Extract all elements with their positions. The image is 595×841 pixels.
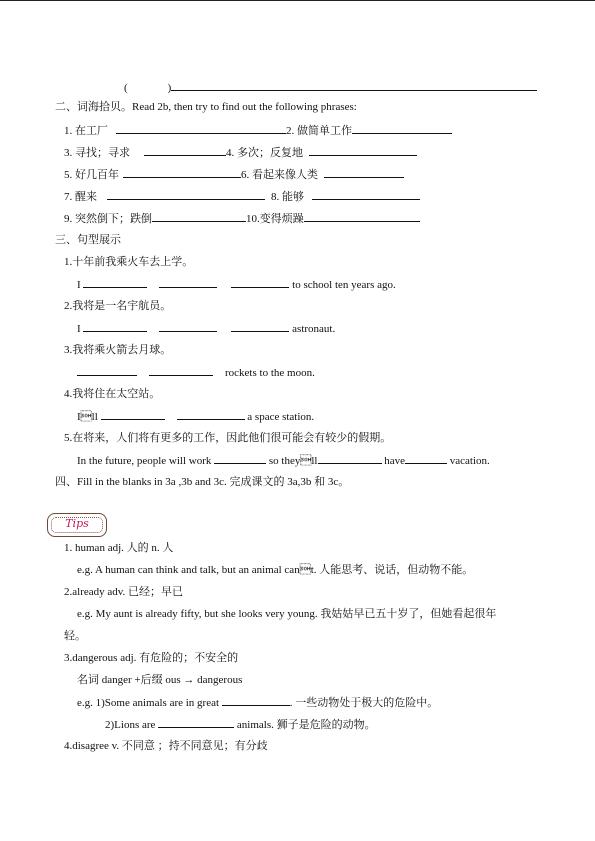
page-top-border: [0, 0, 595, 1]
blank-5[interactable]: [123, 167, 241, 178]
blank-4[interactable]: [309, 145, 417, 156]
tip-3: 3.dangerous adj. 有危险的；不安全的: [64, 652, 239, 664]
sentence-3-en: [77, 365, 315, 380]
t3-eg2-start: 2)Lions are: [105, 719, 156, 731]
s1-end: to school ten years ago.: [292, 279, 396, 291]
s5-part-d: vacation.: [449, 455, 490, 467]
blank-2[interactable]: [352, 123, 452, 134]
paren-close: ): [167, 82, 172, 94]
s1-blank-3[interactable]: [231, 277, 289, 288]
tips-badge-text: Tips: [65, 517, 89, 530]
s2-start: I: [77, 323, 81, 335]
tip-2-example: e.g. My aunt is already fifty, but she looks very young. 我姑姑早已五十岁了，但她看起很年: [77, 608, 497, 620]
t3-eg1-start: e.g. 1)Some animals are in great: [77, 697, 220, 709]
sentence-1-en: [77, 277, 396, 292]
tip-1: 1. human adj. 人的 n. 人: [64, 542, 174, 554]
phrase-row-1: [64, 123, 452, 138]
blank-6[interactable]: [324, 167, 404, 178]
s5-blank-2[interactable]: [318, 453, 382, 464]
s5-blank-3[interactable]: [405, 453, 447, 464]
tip-2-example-cont: 轻。: [64, 630, 86, 642]
sentence-4-en: [77, 409, 314, 424]
s4-blank-2[interactable]: [177, 409, 245, 420]
blank-7[interactable]: [107, 189, 265, 200]
phrase-row-2: [64, 145, 417, 160]
phrase-4: 4. 多次；反复地: [226, 147, 303, 159]
phrase-10: 10.变得烦躁: [246, 213, 304, 225]
phrase-1: 1. 在工厂: [64, 125, 108, 137]
phrase-5: 5. 好几百年: [64, 169, 119, 181]
paren-open: (: [124, 82, 128, 94]
sentence-2-en: [77, 321, 335, 336]
sentence-5-en: [77, 453, 490, 468]
s4-end: a space station.: [247, 411, 315, 423]
s5-blank-1[interactable]: [214, 453, 266, 464]
s3-blank-2[interactable]: [149, 365, 213, 376]
sentence-1-cn: 1.十年前我乘火车去上学。: [64, 256, 194, 268]
s5-part-b: so theyll: [268, 455, 318, 467]
section-3-heading: 三、句型展示: [55, 234, 121, 246]
phrase-6: 6. 看起来像人类: [241, 169, 318, 181]
s2-blank-1[interactable]: [83, 321, 147, 332]
t3-eg2-end: animals. 狮子是危险的动物。: [236, 719, 376, 731]
blank-10[interactable]: [304, 211, 420, 222]
phrase-9: 9. 突然倒下；跌倒: [64, 213, 152, 225]
tip-1-example: e.g. A human can think and talk, but an animal cant. 人能思考、说话，但动物不能。: [77, 564, 474, 576]
section-2-heading: 二、词海拾贝。Read 2b, then try to find out the following phrases:: [55, 101, 357, 113]
tip-3-word-formation: 名词 danger +后缀 ous → dangerous: [77, 674, 243, 686]
s2-blank-3[interactable]: [231, 321, 289, 332]
tip-3-example-2: [105, 717, 376, 732]
section-4-heading: 四、Fill in the blanks in 3a ,3b and 3c. 完成课文的 3a,3b 和 3c。: [55, 476, 350, 488]
phrase-7: 7. 醒来: [64, 191, 97, 203]
tip-2: 2.already adv. 已经；早已: [64, 586, 184, 598]
sentence-2-cn: 2.我将是一名宇航员。: [64, 300, 172, 312]
phrase-row-4: [64, 189, 420, 204]
s2-end: astronaut.: [292, 323, 336, 335]
blank-8[interactable]: [312, 189, 420, 200]
sentence-4-cn: 4.我将住在太空站。: [64, 388, 161, 400]
s4-blank-1[interactable]: [101, 409, 165, 420]
s4-start: Ill: [77, 411, 98, 423]
blank-9[interactable]: [152, 211, 246, 222]
t3-eg1-blank[interactable]: [222, 695, 290, 706]
phrase-row-3: [64, 167, 404, 182]
s5-part-a: In the future, people will work: [77, 455, 212, 467]
sentence-3-cn: 3.我将乘火箭去月球。: [64, 344, 172, 356]
phrase-row-5: [64, 211, 420, 226]
answer-paren-line: [124, 80, 537, 95]
tips-badge: [47, 513, 107, 537]
phrase-8: 8. 能够: [271, 191, 304, 203]
s1-blank-2[interactable]: [159, 277, 217, 288]
t3-eg2-blank[interactable]: [158, 717, 234, 728]
s1-blank-1[interactable]: [83, 277, 147, 288]
tip-4: 4.disagree v. 不同意 ；持不同意见；有分歧: [64, 740, 268, 752]
s1-start: I: [77, 279, 81, 291]
sentence-5-cn: 5.在将来，人们将有更多的工作，因此他们很可能会有较少的假期。: [64, 432, 392, 444]
phrase-2: 2. 做简单工作: [286, 125, 352, 137]
blank-3[interactable]: [144, 145, 226, 156]
s5-part-c: have: [384, 455, 406, 467]
tip-3-example-1: [77, 695, 438, 710]
phrase-3: 3. 寻找；寻求: [64, 147, 130, 159]
blank-1[interactable]: [116, 123, 286, 134]
s3-blank-1[interactable]: [77, 365, 137, 376]
s3-end: rockets to the moon.: [225, 367, 315, 379]
t3-eg1-end: . 一些动物处于极大的危险中。: [289, 697, 439, 709]
answer-blank[interactable]: [171, 80, 537, 91]
s2-blank-2[interactable]: [159, 321, 217, 332]
